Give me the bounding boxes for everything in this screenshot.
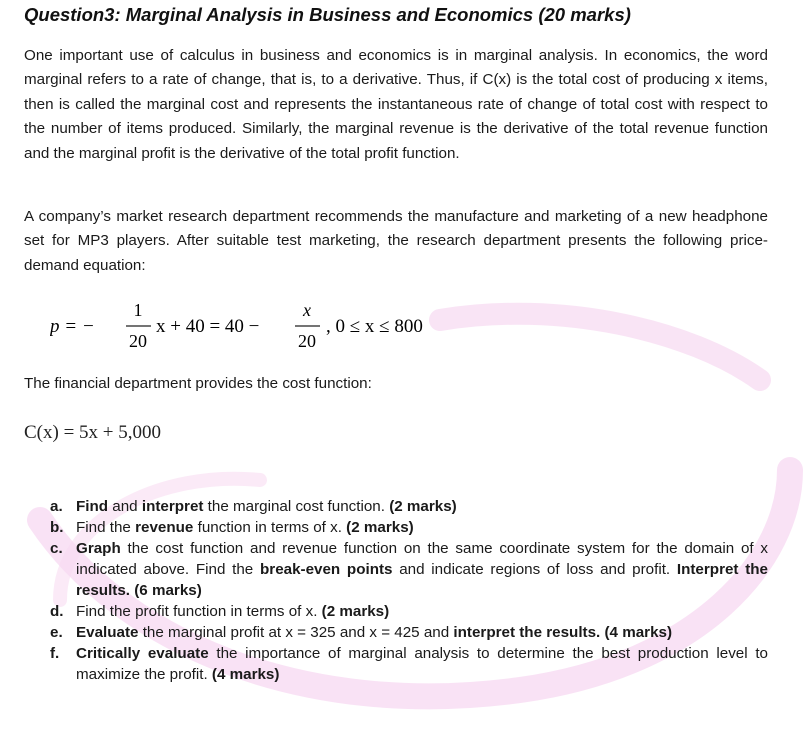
task-text: interpret [141,498,204,515]
price-demand-equation [50,296,470,356]
eq-frac2-den: 20 [298,331,316,351]
eq-frac1-den: 20 [129,331,147,351]
task-item [24,643,768,685]
eq-domain: , 0 ≤ x ≤ 800 [326,316,423,337]
task-text: the marginal cost function. [203,498,390,515]
task-letter: a. [50,498,63,515]
task-text: Graph [76,540,121,557]
eq-frac2-num: x [303,300,311,320]
cost-equation: C(x) = 5x + 5,000 [24,422,162,443]
task-letter: f. [50,645,60,662]
task-text: (2 marks) [346,519,414,536]
task-text: Critically evaluate [76,645,209,662]
task-text: (2 marks) [389,498,457,515]
task-text: revenue [135,519,194,536]
task-letter: c. [50,540,63,557]
task-text: Find the [76,519,136,536]
task-text: the importance of marginal analysis to determine the best production level to maximize the profit. [76,645,768,683]
context-paragraph: A company’s market research department recommends the manufacture and marketing of a new headphone set for MP3 players. After suitable test marketing, the research department presents the following price-demand equation: [24,208,768,274]
task-text: break-even points [260,561,393,578]
task-list [24,496,768,685]
task-letter: e. [50,624,63,641]
task-item [24,622,768,643]
eq-lhs: p = − [50,316,95,337]
task-letter: b. [50,519,64,536]
question-title: Question3: Marginal Analysis in Business and Economics (20 marks) [24,4,631,25]
task-text: Find [76,498,109,515]
task-item [24,601,768,622]
task-item [24,496,768,517]
task-text: and [108,498,142,515]
intro-paragraph: One important use of calculus in business and economics is in marginal analysis. In economics, the word marginal refers to a rate of change, that is, to a derivative. Thus, if C(x) is the total cost of producing x items, then is called the marginal cost and represents the instantaneous rate of change of total cost with respect to the number of items produced. Similarly, the marginal revenue is the derivative of the total revenue function and the marginal profit is the derivative of the total profit function. [24,47,768,162]
task-text: the cost function and revenue function on the same coordinate system for the domain of x indicated above. Find the [76,540,768,578]
task-text: Interpret the results. (6 marks) [76,561,768,599]
task-text: Evaluate [76,624,139,641]
task-text: and indicate regions of loss and profit. [392,561,677,578]
cost-intro-paragraph: The financial department provides the cost function: [24,375,372,392]
task-text: interpret the results. (4 marks) [453,624,673,641]
task-text: function in terms of x. [193,519,347,536]
task-letter: d. [50,603,64,620]
task-item [24,517,768,538]
task-item [24,538,768,601]
task-text: (4 marks) [211,666,280,683]
task-text: the marginal profit at x = 325 and x = 425 and [138,624,454,641]
eq-frac1-num: 1 [133,300,143,320]
task-text: (2 marks) [321,603,390,620]
eq-middle: x + 40 = 40 − [156,316,260,337]
task-text: Find the profit function in terms of x. [76,603,322,620]
